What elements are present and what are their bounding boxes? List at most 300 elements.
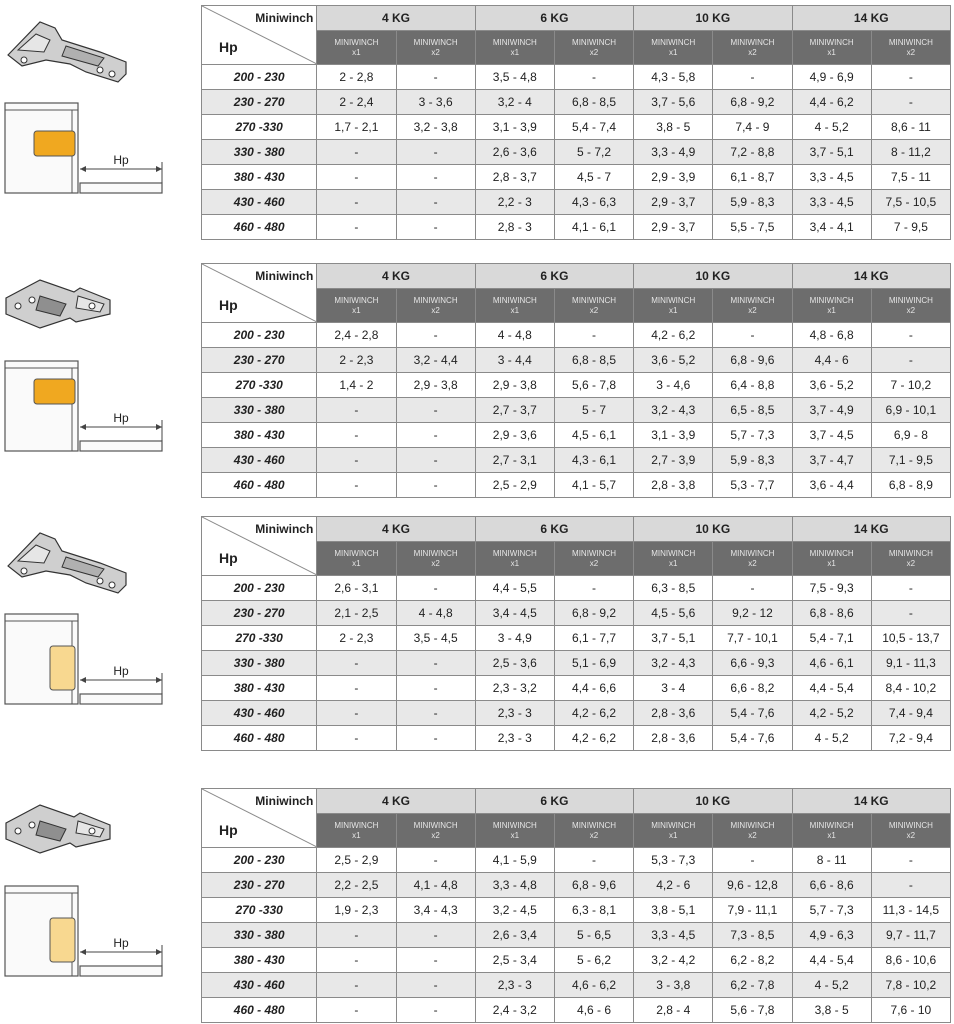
load-value-cell: - [871, 90, 950, 115]
load-value-cell: 3,3 - 4,8 [475, 873, 554, 898]
load-value-cell: - [871, 348, 950, 373]
miniwinch-label: Miniwinch [255, 11, 314, 25]
load-value-cell: - [317, 423, 396, 448]
load-value-cell: - [396, 215, 475, 240]
load-value-cell: - [317, 448, 396, 473]
cabinet-diagram [5, 614, 162, 704]
subheader-multiplier: x2 [431, 830, 440, 840]
load-value-cell: - [396, 973, 475, 998]
table-row [202, 626, 951, 651]
load-value-cell: 6,8 - 8,6 [792, 601, 871, 626]
load-value-cell: 2,3 - 3 [475, 973, 554, 998]
weight-header: 10 KG [634, 789, 792, 814]
load-value-cell: - [871, 873, 950, 898]
load-value-cell: 3,2 - 4,3 [634, 398, 713, 423]
load-value-cell: - [396, 398, 475, 423]
load-value-cell: 5,4 - 7,6 [713, 701, 792, 726]
table-row [202, 848, 951, 873]
miniwinch-subheader [713, 31, 792, 65]
miniwinch-subheader [396, 814, 475, 848]
load-value-cell: 3 - 4,4 [475, 348, 554, 373]
subheader-main: MINIWINCH [492, 37, 537, 47]
load-value-cell: 3,3 - 4,5 [792, 190, 871, 215]
miniwinch-subheader [713, 542, 792, 576]
load-value-cell: 6,8 - 8,5 [554, 348, 633, 373]
load-value-cell: 2,3 - 3 [475, 701, 554, 726]
load-value-cell: 2,6 - 3,6 [475, 140, 554, 165]
hinge-icon [8, 22, 126, 82]
load-value-cell: 2,3 - 3,2 [475, 676, 554, 701]
load-value-cell: 6,6 - 9,3 [713, 651, 792, 676]
miniwinch-subheader [554, 814, 633, 848]
hp-range-cell: 380 - 430 [202, 165, 317, 190]
weight-header: 14 KG [792, 264, 950, 289]
table-row [202, 140, 951, 165]
subheader-multiplier: x2 [906, 305, 916, 315]
subheader-multiplier: x2 [589, 830, 599, 840]
hp-dimension-label: Hp [113, 936, 129, 950]
load-value-cell: 4,9 - 6,9 [792, 65, 871, 90]
load-value-cell: 7,2 - 9,4 [871, 726, 950, 751]
load-value-cell: 2,2 - 3 [475, 190, 554, 215]
subheader-main: MINIWINCH [809, 548, 854, 558]
subheader-multiplier: x1 [827, 558, 836, 568]
load-value-cell: 5 - 6,2 [554, 948, 633, 973]
hp-range-cell: 380 - 430 [202, 948, 317, 973]
load-table [201, 263, 951, 498]
load-value-cell: - [317, 398, 396, 423]
load-value-cell: 2,7 - 3,7 [475, 398, 554, 423]
load-value-cell: 6,8 - 9,2 [713, 90, 792, 115]
hinge-illustration [0, 783, 190, 983]
load-value-cell: 2,5 - 3,4 [475, 948, 554, 973]
load-value-cell: 2,8 - 3,6 [634, 701, 713, 726]
table-row [202, 998, 951, 1023]
load-value-cell: 4 - 4,8 [475, 323, 554, 348]
load-value-cell: 7,2 - 8,8 [713, 140, 792, 165]
miniwinch-subheader [713, 289, 792, 323]
load-value-cell: 3,3 - 4,5 [634, 923, 713, 948]
load-value-cell: 4,1 - 5,9 [475, 848, 554, 873]
subheader-main: MINIWINCH [888, 548, 933, 558]
load-value-cell: 7,6 - 10 [871, 998, 950, 1023]
load-value-cell: 5,9 - 8,3 [713, 448, 792, 473]
table-row [202, 898, 951, 923]
load-value-cell: 6,5 - 8,5 [713, 398, 792, 423]
header-corner [202, 517, 317, 576]
miniwinch-subheader [396, 289, 475, 323]
load-value-cell: 7,9 - 11,1 [713, 898, 792, 923]
load-value-cell: 2,8 - 4 [634, 998, 713, 1023]
load-value-cell: 2,9 - 3,7 [634, 190, 713, 215]
load-value-cell: 6,4 - 8,8 [713, 373, 792, 398]
subheader-main: MINIWINCH [413, 820, 458, 830]
load-value-cell: 3,7 - 5,6 [634, 90, 713, 115]
hp-range-cell: 460 - 480 [202, 215, 317, 240]
load-value-cell: - [713, 323, 792, 348]
load-value-cell: - [317, 948, 396, 973]
load-value-cell: 7,5 - 9,3 [792, 576, 871, 601]
header-corner [202, 789, 317, 848]
subheader-multiplier: x1 [669, 47, 678, 57]
load-value-cell: 6,8 - 8,5 [554, 90, 633, 115]
load-value-cell: 5,9 - 8,3 [713, 190, 792, 215]
table-row [202, 473, 951, 498]
miniwinch-subheader [475, 542, 554, 576]
hp-range-cell: 230 - 270 [202, 90, 317, 115]
load-value-cell: - [396, 473, 475, 498]
load-value-cell: 5,6 - 7,8 [554, 373, 633, 398]
hp-range-cell: 200 - 230 [202, 576, 317, 601]
load-value-cell: - [317, 140, 396, 165]
hp-range-cell: 430 - 460 [202, 448, 317, 473]
load-value-cell: 7,3 - 8,5 [713, 923, 792, 948]
load-value-cell: 3 - 4,6 [634, 373, 713, 398]
load-value-cell: 3 - 3,6 [396, 90, 475, 115]
subheader-main: MINIWINCH [492, 820, 537, 830]
load-value-cell: 7,1 - 9,5 [871, 448, 950, 473]
load-value-cell: 9,2 - 12 [713, 601, 792, 626]
load-value-cell: 3 - 4,9 [475, 626, 554, 651]
table-row [202, 651, 951, 676]
hp-range-cell: 200 - 230 [202, 65, 317, 90]
subheader-main: MINIWINCH [888, 37, 933, 47]
hp-range-cell: 330 - 380 [202, 923, 317, 948]
load-value-cell: 4,2 - 6,2 [634, 323, 713, 348]
load-value-cell: 2,6 - 3,1 [317, 576, 396, 601]
weight-header: 14 KG [792, 517, 950, 542]
hp-range-cell: 270 -330 [202, 626, 317, 651]
subheader-multiplier: x1 [510, 305, 520, 315]
load-value-cell: 8,4 - 10,2 [871, 676, 950, 701]
load-value-cell: 3,2 - 4 [475, 90, 554, 115]
table-row [202, 190, 951, 215]
load-value-cell: 4,4 - 5,4 [792, 948, 871, 973]
load-value-cell: 11,3 - 14,5 [871, 898, 950, 923]
load-value-cell: 2,8 - 3,7 [475, 165, 554, 190]
load-value-cell: 3,8 - 5 [792, 998, 871, 1023]
load-value-cell: 4,4 - 6,6 [554, 676, 633, 701]
load-value-cell: 2,9 - 3,8 [396, 373, 475, 398]
load-value-cell: - [396, 165, 475, 190]
load-value-cell: 6,1 - 7,7 [554, 626, 633, 651]
load-value-cell: 2,7 - 3,1 [475, 448, 554, 473]
hp-range-cell: 330 - 380 [202, 651, 317, 676]
load-value-cell: - [396, 65, 475, 90]
miniwinch-subheader [554, 31, 633, 65]
subheader-multiplier: x2 [748, 47, 757, 57]
load-value-cell: 3 - 3,8 [634, 973, 713, 998]
weight-header: 4 KG [317, 6, 475, 31]
table-row [202, 115, 951, 140]
load-value-cell: - [554, 848, 633, 873]
load-value-cell: 3,7 - 4,7 [792, 448, 871, 473]
load-value-cell: 4,6 - 6,1 [792, 651, 871, 676]
load-value-cell: 2,1 - 2,5 [317, 601, 396, 626]
load-value-cell: - [317, 923, 396, 948]
subheader-main: MINIWINCH [572, 548, 617, 558]
load-value-cell: - [396, 998, 475, 1023]
miniwinch-subheader [871, 31, 950, 65]
subheader-main: MINIWINCH [730, 295, 775, 305]
load-value-cell: 2,8 - 3,6 [634, 726, 713, 751]
load-value-cell: 2 - 2,3 [317, 626, 396, 651]
load-value-cell: 3,7 - 5,1 [792, 140, 871, 165]
hp-range-cell: 380 - 430 [202, 423, 317, 448]
hp-range-cell: 460 - 480 [202, 998, 317, 1023]
load-value-cell: 4,4 - 6 [792, 348, 871, 373]
weight-header: 14 KG [792, 6, 950, 31]
load-value-cell: 4,2 - 6,2 [554, 701, 633, 726]
load-value-cell: - [317, 676, 396, 701]
subheader-main: MINIWINCH [334, 295, 379, 305]
load-value-cell: 8 - 11,2 [871, 140, 950, 165]
subheader-multiplier: x2 [431, 47, 440, 57]
load-value-cell: 2 - 2,3 [317, 348, 396, 373]
load-value-cell: 5,4 - 7,4 [554, 115, 633, 140]
subheader-main: MINIWINCH [730, 820, 775, 830]
subheader-multiplier: x2 [431, 305, 440, 315]
hinge-icon [6, 280, 110, 328]
hp-range-cell: 200 - 230 [202, 848, 317, 873]
weight-header: 6 KG [475, 264, 633, 289]
load-value-cell: 9,1 - 11,3 [871, 651, 950, 676]
table-row [202, 948, 951, 973]
load-value-cell: 3,2 - 4,4 [396, 348, 475, 373]
load-value-cell: 4,4 - 5,4 [792, 676, 871, 701]
load-value-cell: 3,6 - 4,4 [792, 473, 871, 498]
load-value-cell: 2,6 - 3,4 [475, 923, 554, 948]
load-value-cell: 3,8 - 5 [634, 115, 713, 140]
load-value-cell: 8,6 - 11 [871, 115, 950, 140]
load-value-cell: 2,2 - 2,5 [317, 873, 396, 898]
load-value-cell: - [396, 848, 475, 873]
miniwinch-subheader [792, 31, 871, 65]
weight-header: 4 KG [317, 789, 475, 814]
load-value-cell: 9,7 - 11,7 [871, 923, 950, 948]
hinge-icon [6, 805, 110, 853]
miniwinch-subheader [792, 542, 871, 576]
load-value-cell: 4,8 - 6,8 [792, 323, 871, 348]
load-value-cell: - [396, 676, 475, 701]
load-value-cell: 4,6 - 6 [554, 998, 633, 1023]
hp-range-cell: 460 - 480 [202, 726, 317, 751]
load-table [201, 5, 951, 240]
load-value-cell: 3,5 - 4,5 [396, 626, 475, 651]
table-row [202, 90, 951, 115]
subheader-main: MINIWINCH [572, 820, 617, 830]
subheader-main: MINIWINCH [413, 295, 458, 305]
load-value-cell: 3,5 - 4,8 [475, 65, 554, 90]
load-value-cell: 8,6 - 10,6 [871, 948, 950, 973]
miniwinch-subheader [317, 814, 396, 848]
load-value-cell: 6,2 - 8,2 [713, 948, 792, 973]
door-panel [50, 646, 75, 690]
load-value-cell: - [317, 215, 396, 240]
load-value-cell: 3,2 - 4,5 [475, 898, 554, 923]
subheader-multiplier: x2 [589, 558, 599, 568]
load-value-cell: 2 - 2,4 [317, 90, 396, 115]
subheader-multiplier: x1 [827, 830, 836, 840]
miniwinch-subheader [713, 814, 792, 848]
subheader-main: MINIWINCH [492, 295, 537, 305]
load-value-cell: 4,1 - 5,7 [554, 473, 633, 498]
subheader-multiplier: x2 [589, 305, 599, 315]
load-value-cell: 5,7 - 7,3 [792, 898, 871, 923]
load-value-cell: - [871, 65, 950, 90]
weight-header: 6 KG [475, 789, 633, 814]
load-value-cell: - [396, 140, 475, 165]
load-value-cell: - [713, 848, 792, 873]
load-value-cell: 2,9 - 3,6 [475, 423, 554, 448]
load-value-cell: - [554, 323, 633, 348]
load-value-cell: 3,4 - 4,3 [396, 898, 475, 923]
load-value-cell: 4,5 - 7 [554, 165, 633, 190]
load-value-cell: 5 - 6,5 [554, 923, 633, 948]
load-value-cell: - [871, 576, 950, 601]
load-value-cell: - [317, 165, 396, 190]
load-value-cell: - [871, 601, 950, 626]
load-value-cell: - [317, 701, 396, 726]
load-value-cell: 6,1 - 8,7 [713, 165, 792, 190]
load-value-cell: 5,5 - 7,5 [713, 215, 792, 240]
load-value-cell: 5,4 - 7,6 [713, 726, 792, 751]
hp-dimension-label: Hp [113, 664, 129, 678]
load-value-cell: - [317, 190, 396, 215]
door-panel [50, 918, 75, 962]
miniwinch-subheader [871, 289, 950, 323]
load-value-cell: 3,6 - 5,2 [634, 348, 713, 373]
load-value-cell: 4,4 - 6,2 [792, 90, 871, 115]
miniwinch-subheader [792, 289, 871, 323]
miniwinch-subheader [634, 814, 713, 848]
load-value-cell: 4,5 - 5,6 [634, 601, 713, 626]
miniwinch-label: Miniwinch [255, 794, 314, 808]
load-value-cell: 2,9 - 3,8 [475, 373, 554, 398]
table-row [202, 215, 951, 240]
hp-range-cell: 330 - 380 [202, 140, 317, 165]
table-row [202, 323, 951, 348]
table-row [202, 423, 951, 448]
subheader-multiplier: x1 [669, 558, 678, 568]
load-value-cell: - [396, 923, 475, 948]
miniwinch-subheader [317, 289, 396, 323]
miniwinch-subheader [871, 814, 950, 848]
weight-header: 6 KG [475, 6, 633, 31]
miniwinch-subheader [396, 542, 475, 576]
subheader-multiplier: x1 [827, 47, 836, 57]
subheader-multiplier: x2 [431, 558, 440, 568]
hp-range-cell: 270 -330 [202, 115, 317, 140]
load-value-cell: 2,7 - 3,9 [634, 448, 713, 473]
subheader-multiplier: x2 [906, 558, 916, 568]
load-value-cell: - [396, 651, 475, 676]
table-row [202, 726, 951, 751]
subheader-main: MINIWINCH [888, 295, 933, 305]
miniwinch-subheader [554, 542, 633, 576]
load-value-cell: 8 - 11 [792, 848, 871, 873]
hp-range-cell: 380 - 430 [202, 676, 317, 701]
table-row [202, 448, 951, 473]
load-value-cell: 2 - 2,8 [317, 65, 396, 90]
hp-label: Hp [219, 297, 238, 313]
subheader-multiplier: x1 [669, 305, 678, 315]
load-value-cell: 2,9 - 3,7 [634, 215, 713, 240]
load-value-cell: - [396, 701, 475, 726]
load-value-cell: 2,5 - 2,9 [317, 848, 396, 873]
load-value-cell: 4,3 - 6,3 [554, 190, 633, 215]
subheader-main: MINIWINCH [572, 37, 617, 47]
load-value-cell: - [317, 973, 396, 998]
load-value-cell: 6,3 - 8,5 [634, 576, 713, 601]
load-value-cell: 4,2 - 6,2 [554, 726, 633, 751]
load-value-cell: - [554, 576, 633, 601]
load-value-cell: 6,9 - 8 [871, 423, 950, 448]
load-value-cell: 4,2 - 6 [634, 873, 713, 898]
subheader-main: MINIWINCH [651, 820, 696, 830]
miniwinch-subheader [634, 542, 713, 576]
load-value-cell: 4,1 - 6,1 [554, 215, 633, 240]
subheader-main: MINIWINCH [492, 548, 537, 558]
hp-range-cell: 200 - 230 [202, 323, 317, 348]
load-value-cell: - [396, 576, 475, 601]
hp-range-cell: 230 - 270 [202, 873, 317, 898]
load-value-cell: 7,7 - 10,1 [713, 626, 792, 651]
load-value-cell: 5,3 - 7,3 [634, 848, 713, 873]
load-value-cell: 4,4 - 5,5 [475, 576, 554, 601]
table-row [202, 676, 951, 701]
header-corner [202, 264, 317, 323]
subheader-main: MINIWINCH [809, 295, 854, 305]
load-value-cell: - [396, 726, 475, 751]
load-value-cell: 3,2 - 4,3 [634, 651, 713, 676]
load-value-cell: - [317, 998, 396, 1023]
load-value-cell: 7,4 - 9 [713, 115, 792, 140]
load-value-cell: 2,3 - 3 [475, 726, 554, 751]
hp-label: Hp [219, 39, 238, 55]
table-row [202, 576, 951, 601]
load-value-cell: - [396, 190, 475, 215]
table-row [202, 348, 951, 373]
load-value-cell: - [396, 423, 475, 448]
load-value-cell: 6,8 - 9,6 [554, 873, 633, 898]
hinge-illustration [0, 511, 190, 711]
subheader-main: MINIWINCH [888, 820, 933, 830]
load-value-cell: - [396, 448, 475, 473]
load-value-cell: 3,7 - 5,1 [634, 626, 713, 651]
load-value-cell: 3,8 - 5,1 [634, 898, 713, 923]
door-panel [34, 131, 75, 156]
load-value-cell: 4,2 - 5,2 [792, 701, 871, 726]
load-value-cell: 4,5 - 6,1 [554, 423, 633, 448]
miniwinch-subheader [634, 289, 713, 323]
load-value-cell: 7 - 9,5 [871, 215, 950, 240]
load-value-cell: 3,6 - 5,2 [792, 373, 871, 398]
load-value-cell: 2,9 - 3,9 [634, 165, 713, 190]
load-value-cell: - [871, 848, 950, 873]
load-value-cell: 4 - 4,8 [396, 601, 475, 626]
hinge-illustration [0, 0, 190, 200]
load-value-cell: 6,2 - 7,8 [713, 973, 792, 998]
hinge-icon [8, 533, 126, 593]
subheader-main: MINIWINCH [730, 548, 775, 558]
hp-range-cell: 430 - 460 [202, 973, 317, 998]
load-value-cell: 3,3 - 4,5 [792, 165, 871, 190]
load-value-cell: 4,9 - 6,3 [792, 923, 871, 948]
hp-range-cell: 460 - 480 [202, 473, 317, 498]
load-value-cell: - [396, 323, 475, 348]
load-value-cell: 6,8 - 9,2 [554, 601, 633, 626]
